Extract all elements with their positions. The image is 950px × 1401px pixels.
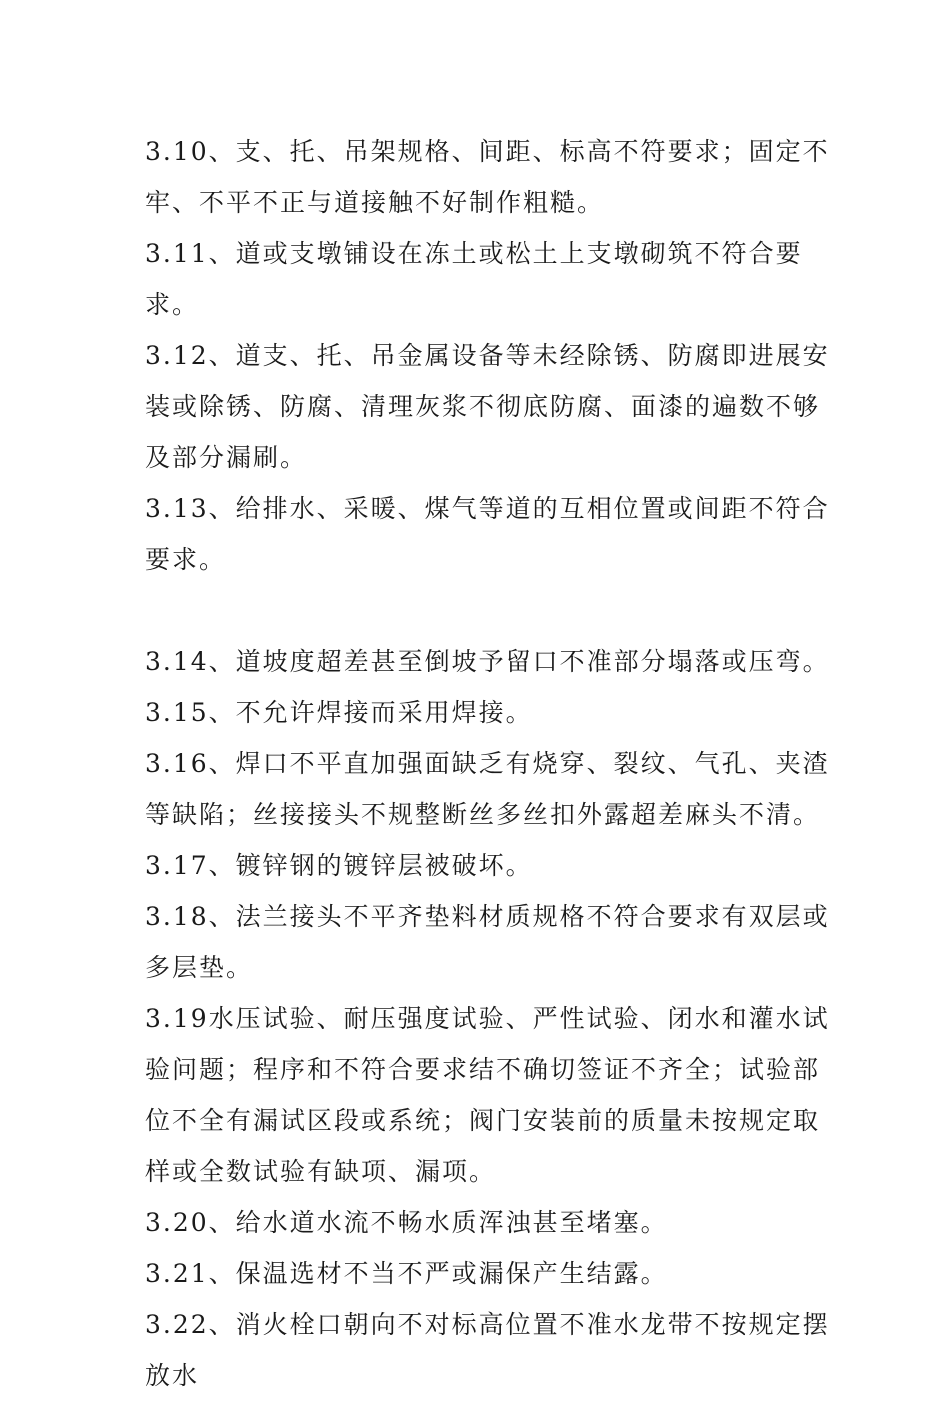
paragraph-3-22: 3.22、消火栓口朝向不对标高位置不准水龙带不按规定摆放水	[145, 1310, 830, 1390]
paragraph-3-13: 3.13、给排水、采暖、煤气等道的互相位置或间距不符合要求。	[145, 494, 830, 574]
paragraph-3-15: 3.15、不允许焊接而采用焊接。	[145, 698, 533, 727]
paragraph-3-12: 3.12、道支、托、吊金属设备等未经除锈、防腐即进展安装或除锈、防腐、清理灰浆不彻底防腐、面漆的遍数不够及部分漏刷。	[145, 341, 830, 472]
paragraph-3-14: 3.14、道坡度超差甚至倒坡予留口不准部分塌落或压弯。	[145, 647, 830, 676]
blank-line	[145, 585, 845, 636]
paragraph-3-21: 3.21、保温选材不当不严或漏保产生结露。	[145, 1259, 668, 1288]
paragraph-3-17: 3.17、镀锌钢的镀锌层被破坏。	[145, 851, 533, 880]
document-body	[145, 126, 845, 1401]
paragraph-3-10: 3.10、支、托、吊架规格、间距、标高不符要求；固定不牢、不平不正与道接触不好制作粗糙。	[145, 137, 830, 217]
paragraph-3-16: 3.16、焊口不平直加强面缺乏有烧穿、裂纹、气孔、夹渣等缺陷；丝接接头不规整断丝多丝扣外露超差麻头不清。	[145, 749, 830, 829]
paragraph-3-18: 3.18、法兰接头不平齐垫料材质规格不符合要求有双层或多层垫。	[145, 902, 830, 982]
paragraph-3-20: 3.20、给水道水流不畅水质浑浊甚至堵塞。	[145, 1208, 668, 1237]
paragraph-3-19: 3.19水压试验、耐压强度试验、严性试验、闭水和灌水试验问题；程序和不符合要求结不确切签证不齐全；试验部位不全有漏试区段或系统；阀门安装前的质量未按规定取样或全数试验有缺项、漏项。	[145, 1004, 830, 1186]
paragraph-3-11: 3.11、道或支墩铺设在冻土或松土上支墩砌筑不符合要求。	[145, 239, 803, 319]
